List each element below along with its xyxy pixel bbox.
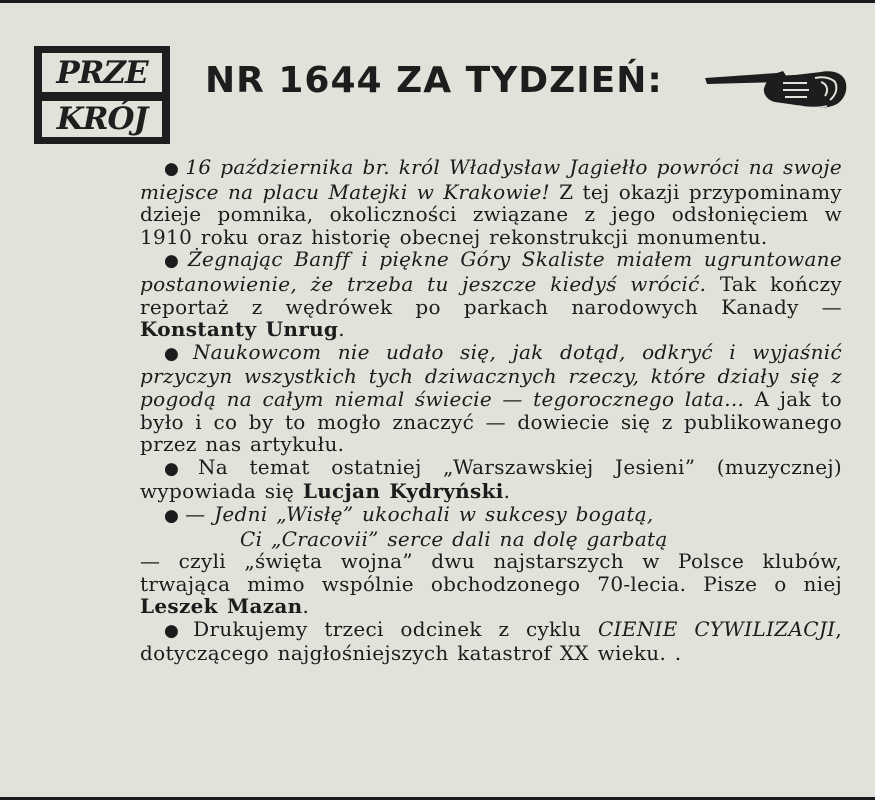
item-shadows-of-civilization [140,618,842,665]
bullet-dot-icon: ● [164,458,192,479]
item-canada-reportage [140,248,842,340]
item-verse-line-2: Ci „Cracovii” serce dali na dolę garbatą [240,526,668,551]
item-text: Na temat ostatniej „Warszawskiej Jesieni” (muzycznej) wypowiada się [140,454,843,504]
logo-top-word: PRZE [56,55,148,91]
bullet-dot-icon: ● [164,251,182,272]
logo-inner-panel [42,53,162,137]
item-text: — czyli „święta wojna” dwu najstarszych w Polsce klubów, trwająca mimo wspólnie obchodzonego 70-lecia. Pisze o niej [140,549,842,596]
item-text: A jak to było i co by to mogło znaczyć — dowiecie się z publikowanego przez nas artykułu. [140,386,842,457]
item-warsaw-autumn [140,456,842,503]
item-jagiello-monument [140,156,842,248]
logo-divider-bar [42,92,162,101]
item-lead-quote: Żegnając Banff i piękne Góry Skaliste miałem ugruntowane postanowienie, że trzeba tu jeszcze kiedyś wrócić. [140,247,842,296]
bullet-dot-icon: ● [164,620,188,641]
przekroj-logo [34,46,170,144]
bullet-dot-icon: ● [164,505,180,526]
item-lead-quote: 16 października br. król Władysław Jagiełło powróci na swoje miejsce na placu Matejki w Krakowie! [140,155,843,204]
bullet-dot-icon: ● [164,343,187,364]
item-text: Tak kończy reportaż z wędrówek po parkach narodowych Kanady — [140,271,842,319]
item-author: Konstanty Unrug [140,317,339,342]
item-text: Drukujemy trzeci odcinek z cyklu [193,616,599,641]
bullet-dot-icon: ● [164,159,180,179]
item-author: Lucjan Kydryński [302,479,504,504]
issue-contents [140,156,842,665]
item-end: . [302,594,310,619]
item-end: . [503,479,511,504]
item-end: . [338,317,345,342]
item-lead-quote: Naukowcom nie udało się, jak dotąd, odkryć i wyjaśnić przyczyn wszystkich tych dziwacznych rzeczy, które działy się z pogodą na całym niemal świecie — tegorocznego lata... [140,339,842,411]
pointing-hand-icon [703,62,849,110]
item-author: Leszek Mazan [140,594,303,619]
item-verse-line-1: ● — Jedni „Wisłę” ukochali w sukcesy bogatą, [164,501,654,526]
item-weather-article [140,341,842,456]
issue-heading: NR 1644 ZA TYDZIEŃ: [205,60,663,101]
item-text: Z tej okazji przypominamy dzieje pomnika, okoliczności związane z jego odsłonięciem w 1910 roku oraz historię obecnej rekonstrukcji monumentu. [140,179,842,249]
item-end: , dotyczącego najgłośniejszych katastrof XX wieku. . [140,616,843,666]
item-series-title: CIENIE CYWILIZACJI [598,616,836,641]
logo-bottom-word: KRÓJ [56,101,148,137]
item-holy-war-derby [140,503,842,618]
top-border [0,0,875,3]
